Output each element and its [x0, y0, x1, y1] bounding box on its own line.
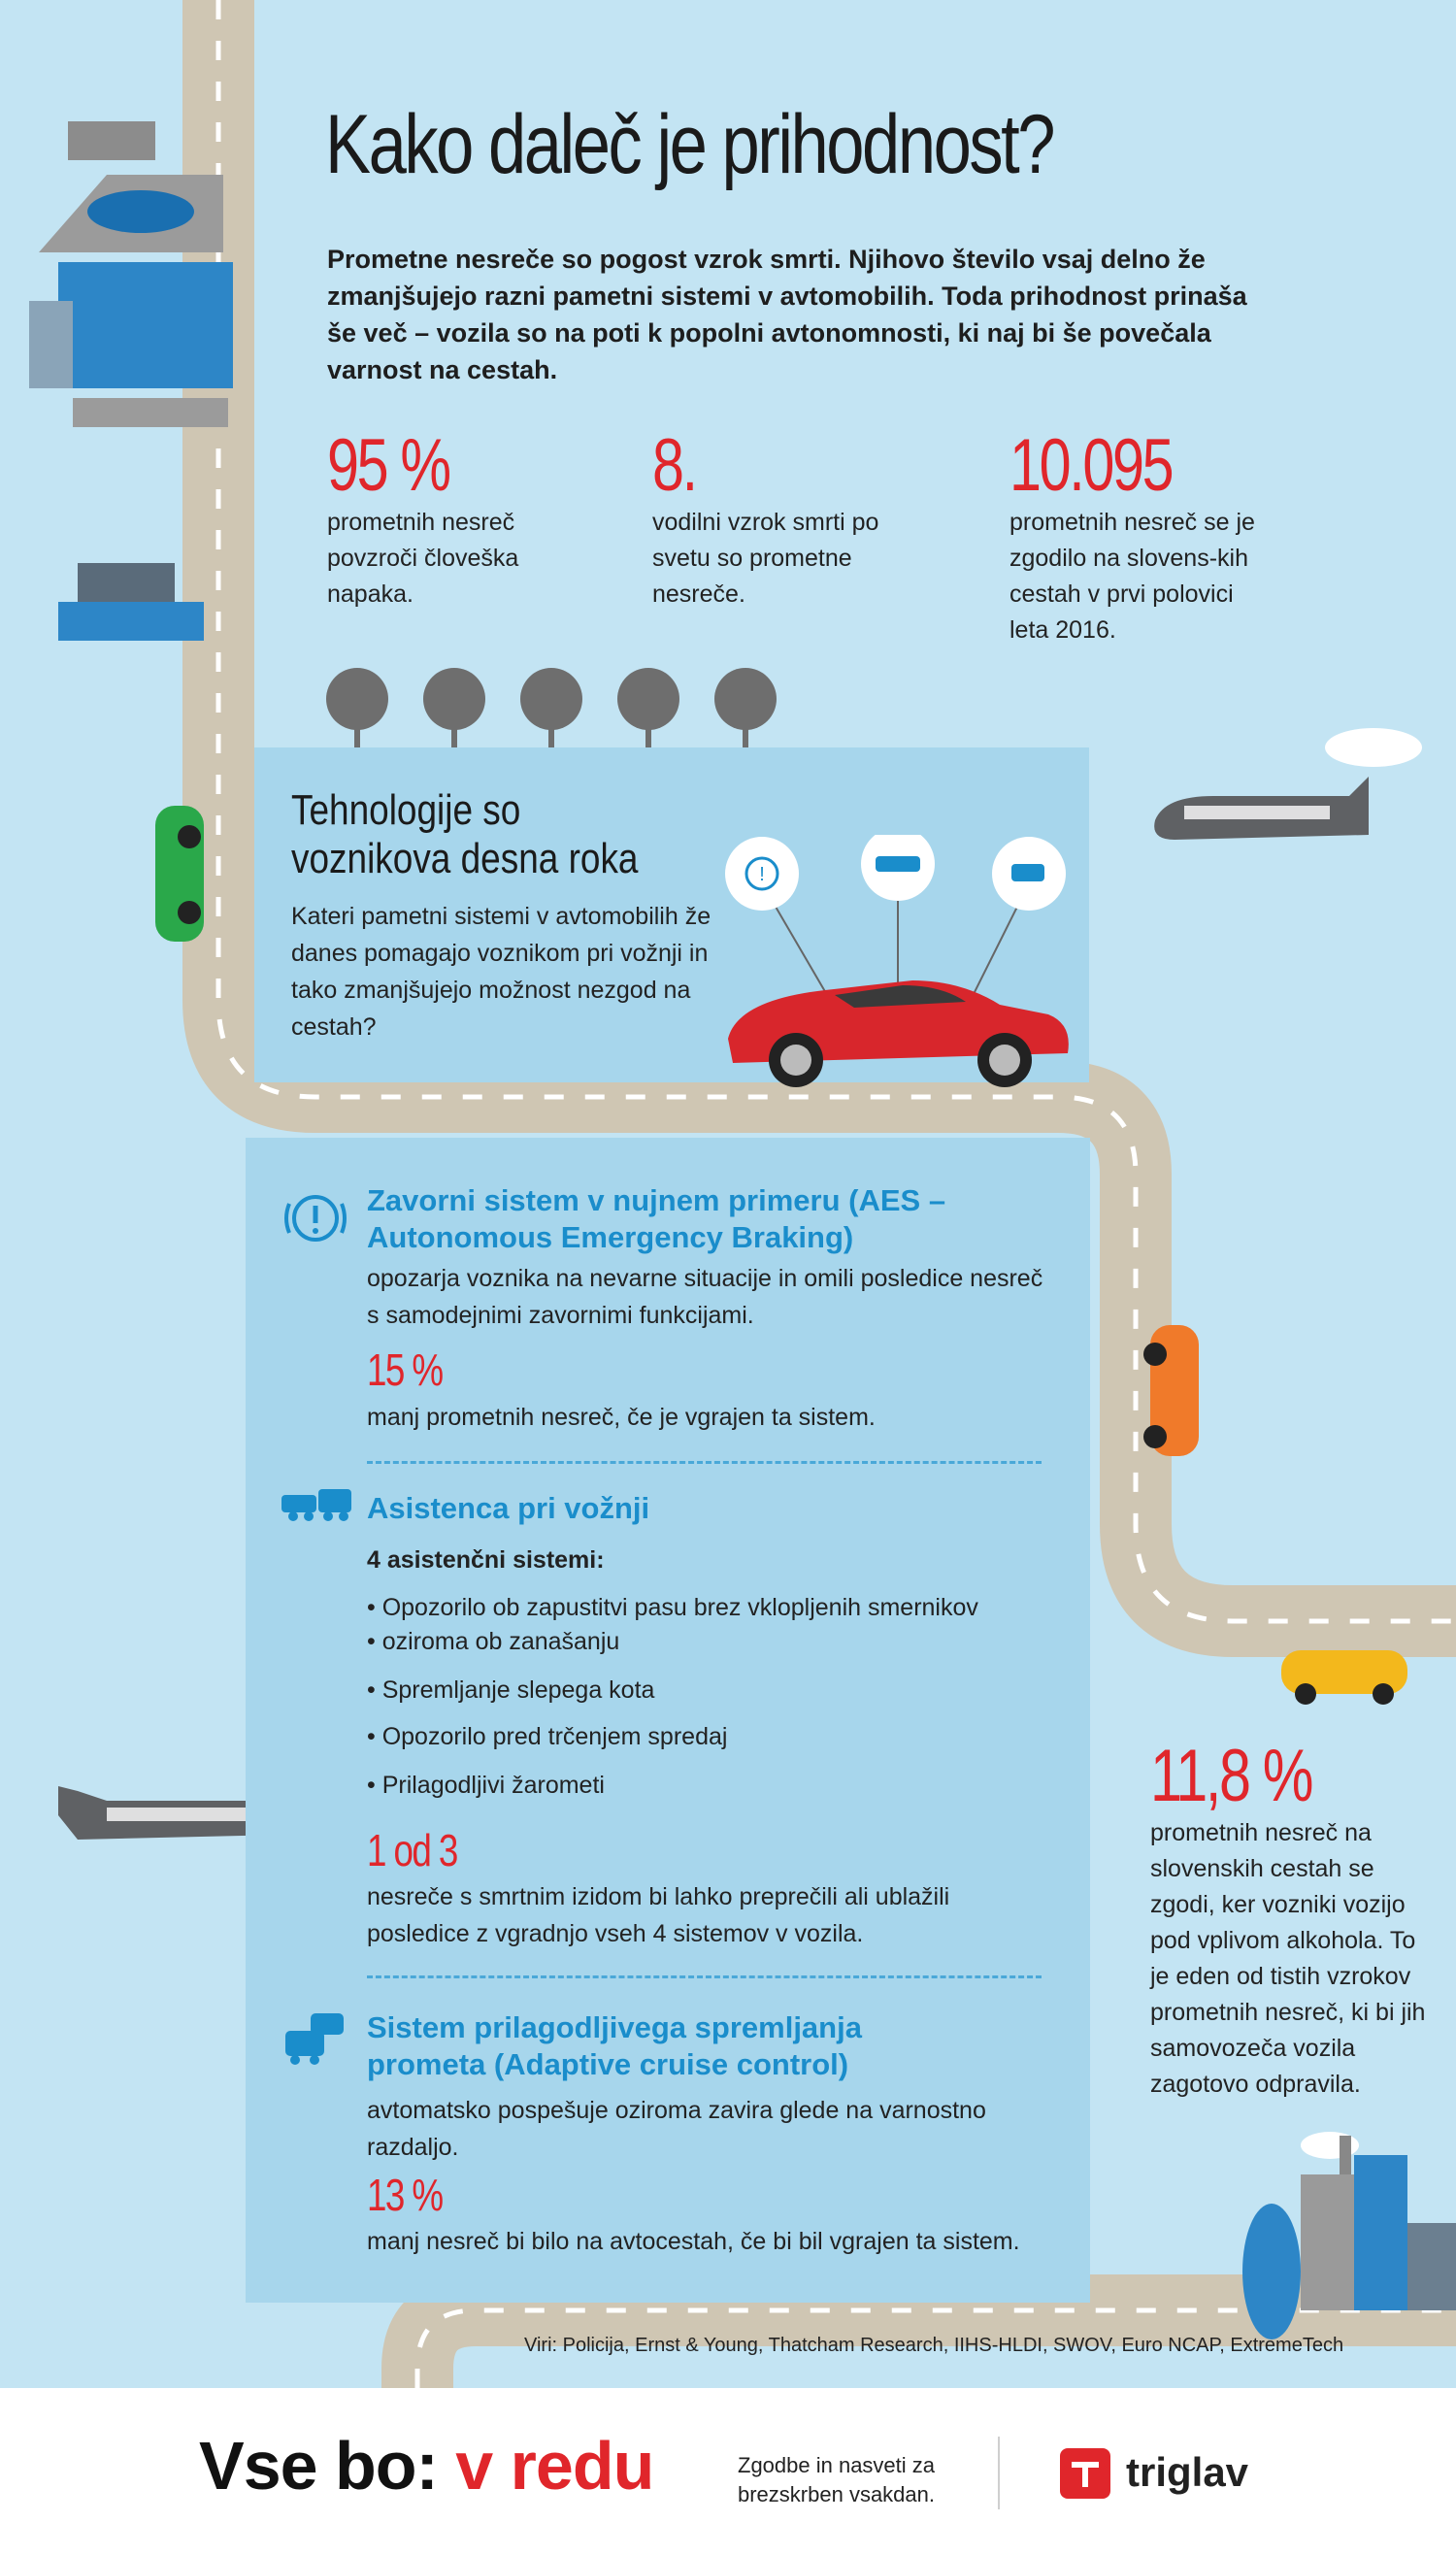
section-divider: [367, 1461, 1042, 1464]
svg-text:!: !: [759, 864, 765, 885]
airplane-right-icon: [1154, 777, 1369, 840]
slogan: Zgodbe in nasveti za brezskrben vsakdan.: [738, 2453, 936, 2506]
assist-value: 1 od 3: [367, 1825, 457, 1875]
assist-bullet-list: [367, 1589, 1066, 1804]
list-item: • Opozorilo pred trčenjem spredaj: [367, 1723, 728, 1750]
company-name: triglav: [1126, 2449, 1249, 2495]
yellow-car-icon: [1281, 1650, 1407, 1705]
sources: Viri: Policija, Ernst & Young, Thatcham Research, IIHS-HLDI, SWOV, Euro NCAP, ExtremeTech: [524, 2335, 1344, 2356]
list-item: • Prilagodljivi žarometi: [367, 1772, 605, 1799]
tech-text: Kateri pametni sistemi v avtomobilih že danes pomagajo voznikom pri vožnji in tako zmanjšujejo možnost nezgod na cestah?: [291, 903, 711, 1041]
acc-text: avtomatsko pospešuje oziroma zavira glede na varnostno razdaljo.: [367, 2097, 986, 2161]
stat-human-error: [327, 424, 589, 613]
orange-car-icon: [1143, 1325, 1199, 1456]
intro-text: Prometne nesreče so pogost vzrok smrti. Njihovo število vsaj delno že zmanjšujejo razni pametni sistemi v avtomobilih. Toda prihodnost prinaša še več – vozila so na poti k popolni avtonomnosti, ki naj bi še povečala varnost na cestah.: [327, 245, 1247, 384]
stat-value: 10.095: [1009, 424, 1173, 507]
stat-text: vodilni vzrok smrti po svetu so prometne nesreče.: [652, 509, 879, 608]
brake-warning-icon: [281, 1184, 349, 1252]
green-car-icon: [155, 806, 204, 942]
acc-value-text: manj nesreč bi bilo na avtocestah, če bi bil vgrajen ta sistem.: [367, 2228, 1020, 2255]
brand-logo: Vse bo: v redu: [199, 2428, 654, 2504]
acc-value: 13 %: [367, 2170, 443, 2220]
footer-divider: [998, 2437, 1000, 2509]
stat-death-cause: [652, 424, 934, 613]
list-item: • oziroma ob zanašanju: [367, 1628, 620, 1655]
tow-truck-icon: [280, 1485, 353, 1524]
stat-text: prometnih nesreč povzroči človeška napaka.: [327, 509, 519, 608]
stat-alcohol: [1150, 1735, 1432, 2103]
cloud-icon: [1325, 728, 1422, 767]
assist-value-text: nesreče s smrtnim izidom bi lahko preprečili ali ublažili posledice z vgradnjo vseh 4 sistemov v vozila.: [367, 1883, 950, 1947]
stat-value: 8.: [652, 424, 696, 507]
page-title: Kako daleč je prihodnost?: [325, 98, 1054, 191]
stat-slovenia-accidents: [1009, 424, 1272, 648]
traffic-cars-icon: [281, 2009, 349, 2068]
trees-icon: [326, 668, 777, 752]
aes-title: Zavorni sistem v nujnem primeru (AES – Autonomous Emergency Braking): [367, 1183, 946, 1254]
aes-value: 15 %: [367, 1344, 443, 1395]
stat-value: 95 %: [327, 424, 449, 507]
stat-text: prometnih nesreč na slovenskih cestah se zgodi, ker vozniki vozijo pod vplivom alkohola. To je eden od tistih vzrokov prometnih nesreč, ki bi jih samovozeča vozila zagotovo odpravila.: [1150, 1819, 1426, 2098]
list-item: • Spremljanje slepega kota: [367, 1676, 655, 1704]
stat-value: 11,8 %: [1150, 1735, 1312, 1817]
assist-title: Asistenca pri vožnji: [367, 1491, 650, 1525]
aes-text: opozarja voznika na nevarne situacije in omili posledice nesreč s samodejnimi zavornimi funkcijami.: [367, 1265, 1043, 1329]
tech-title: Tehnologije so voznikova desna roka: [291, 786, 639, 882]
stat-text: prometnih nesreč se je zgodilo na slovens-kih cestah v prvi polovici leta 2016.: [1009, 509, 1255, 644]
red-car-illustration: [709, 835, 1077, 1097]
list-item: • Opozorilo ob zapustitvi pasu brez vklopljenih smernikov: [367, 1594, 978, 1621]
city-right-icon: [1242, 2136, 1456, 2339]
aes-value-text: manj prometnih nesreč, če je vgrajen ta sistem.: [367, 1404, 876, 1431]
acc-title: Sistem prilagodljivega spremljanja prometa (Adaptive cruise control): [367, 2010, 862, 2081]
assist-subtitle: 4 asistenčni sistemi:: [367, 1546, 605, 1574]
triglav-logo-icon: [1060, 2448, 1110, 2499]
section-divider: [367, 1975, 1042, 1978]
